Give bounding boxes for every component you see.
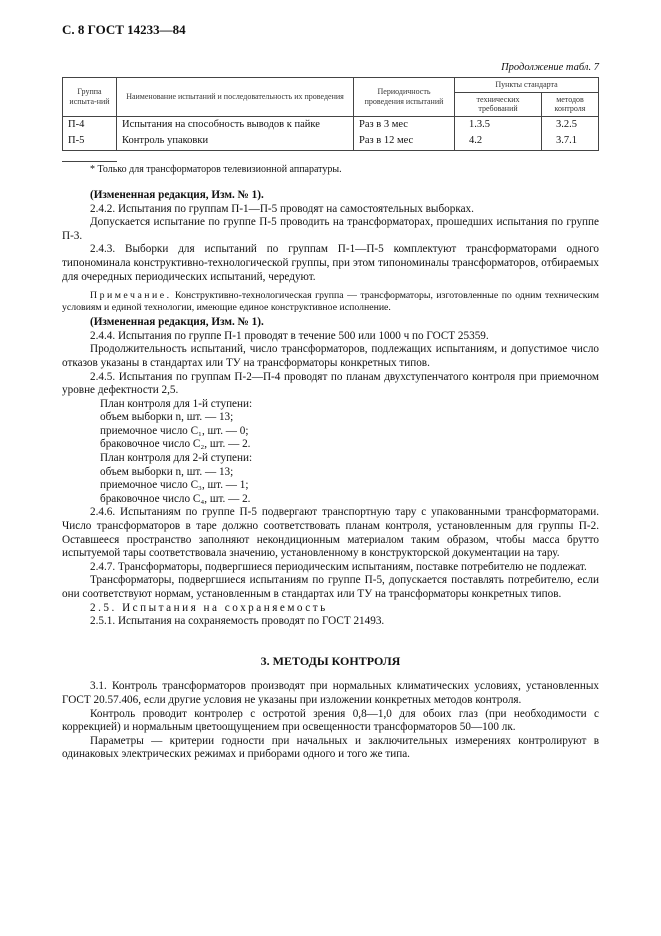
plan-1-title: План контроля для 1-й ступени: — [100, 397, 253, 410]
para-2-4-7: 2.4.7. Трансформаторы, подвергшиеся периодическим испытаниям, поставке потребителю не подлежат. — [90, 560, 587, 573]
footnote-divider — [62, 161, 117, 162]
note-label: Примечание. — [90, 290, 172, 302]
table-row — [63, 116, 599, 133]
plan-2-reject: браковочное число C₄, шт. — 2. — [100, 492, 251, 505]
plan-2-accept: приемочное число C₃, шт. — 1; — [100, 479, 249, 492]
cell-name: Контроль упаковки — [117, 133, 354, 150]
page-header: С. 8 ГОСТ 14233—84 — [62, 22, 186, 37]
col-header-period: Периодичность проведения испытаний — [354, 78, 455, 117]
body-text — [62, 189, 599, 762]
cell-name: Испытания на способность выводов к пайке — [117, 116, 354, 133]
col-header-methods: методов контроля — [542, 92, 599, 116]
cell-tech: 4.2 — [455, 133, 542, 150]
table-footnote: * Только для трансформаторов телевизионной аппаратуры. — [90, 163, 342, 175]
plan-2-title: План контроля для 2-й ступени: — [100, 452, 253, 465]
para-3-1b: Контроль проводит контролер с остротой зрения 0,8—1,0 для обоих глаз (при необходимости с коррекцией) и нормальным цветоощущением при освещенности трансформаторов 50—100 лк. — [62, 707, 599, 734]
cell-period: Раз в 3 мес — [354, 116, 455, 133]
plan-1-reject: браковочное число C₂, шт. — 2. — [100, 438, 251, 451]
table-7 — [62, 77, 599, 151]
section-title: 3. МЕТОДЫ КОНТРОЛЯ — [260, 653, 401, 668]
plan-2-sample: объем выборки n, шт. — 13; — [100, 465, 234, 478]
para-3-1: 3.1. Контроль трансформаторов производят при нормальных климатических условиях, установленных ГОСТ 20.57.406, если другие условия не указаны при изложении конкретных методов контроля. — [62, 680, 599, 706]
para-2-5-1: 2.5.1. Испытания на сохраняемость проводят по ГОСТ 21493. — [90, 615, 385, 628]
document-page — [62, 22, 599, 762]
plan-1-sample: объем выборки n, шт. — 13; — [100, 411, 234, 424]
para-2-4-2b: Допускается испытание по группе П-5 проводить на трансформаторах, прошедших испытания по группе П-3. — [62, 216, 599, 242]
note — [62, 290, 599, 314]
table-continuation-label: Продолжение табл. 7 — [501, 62, 599, 73]
edition-note: (Измененная редакция, Изм. № 1). — [90, 188, 264, 201]
cell-period: Раз в 12 мес — [354, 133, 455, 150]
para-2-4-4: 2.4.4. Испытания по группе П-1 проводят в течение 500 или 1000 ч по ГОСТ 25359. — [90, 329, 489, 342]
para-2-4-6: 2.4.6. Испытаниям по группе П-5 подвергают транспортную тару с упакованными трансформаторами. Число трансформаторов в таре должно соответствовать планам контроля, установленным для группы П-2. Оставшееся пространство заполняют некондиционным материалом таким образом, чтобы масса брутто испытуемой тары соответствовала значению, установленному в конструкторской документации на тару. — [62, 506, 599, 560]
plan-1-accept: приемочное число C₁, шт. — 0; — [100, 424, 249, 437]
col-header-name: Наименование испытаний и последовательность их проведения — [117, 78, 354, 117]
note-text: Конструктивно-технологическая группа — трансформаторы, изготовленные по одним техническим условиям и единой технологии, имеющие единое конструктивное исполнение. — [62, 290, 599, 314]
para-2-4-3: 2.4.3. Выборки для испытаний по группам П-1—П-5 комплектуют трансформаторами одного типономинала конструктивно-технологической группы, при этом типономиналы трансформаторов, отбираемых для очередных периодических испытаний, чередуют. — [62, 243, 599, 283]
para-2-4-4b: Продолжительность испытаний, число трансформаторов, подлежащих испытаниям, и допустимое число отказов указаны в стандартах или ТУ на трансформаторы конкретных типов. — [62, 343, 599, 369]
para-2-4-7b: Трансформаторы, подвергшиеся испытаниям по группе П-5, допускается поставлять потребителю, если они соответствуют нормам, установленным в стандартах или ТУ на трансформаторы конкретных типов. — [62, 574, 599, 600]
table-row — [63, 133, 599, 150]
cell-group: П-4 — [63, 116, 117, 133]
para-2-5: 2.5. Испытания на сохраняемость — [90, 601, 328, 614]
cell-methods: 3.2.5 — [542, 116, 599, 133]
col-header-tech: технических требований — [455, 92, 542, 116]
cell-methods: 3.7.1 — [542, 133, 599, 150]
para-3-1c: Параметры — критерии годности при начальных и заключительных измерениях контролируют в одинаковых электрических режимах и приборами одного и того же типа. — [62, 734, 599, 761]
cell-tech: 1.3.5 — [455, 116, 542, 133]
col-header-points: Пункты стандарта — [455, 78, 599, 93]
edition-note: (Измененная редакция, Изм. № 1). — [90, 316, 264, 329]
para-2-4-5: 2.4.5. Испытания по группам П-2—П-4 проводят по планам двухступенчатого контроля при приемочном уровне дефектности 2,5. — [62, 370, 599, 397]
para-2-4-2: 2.4.2. Испытания по группам П-1—П-5 проводят на самостоятельных выборках. — [90, 202, 474, 215]
cell-group: П-5 — [63, 133, 117, 150]
col-header-group: Группа испыта-ний — [63, 78, 117, 117]
